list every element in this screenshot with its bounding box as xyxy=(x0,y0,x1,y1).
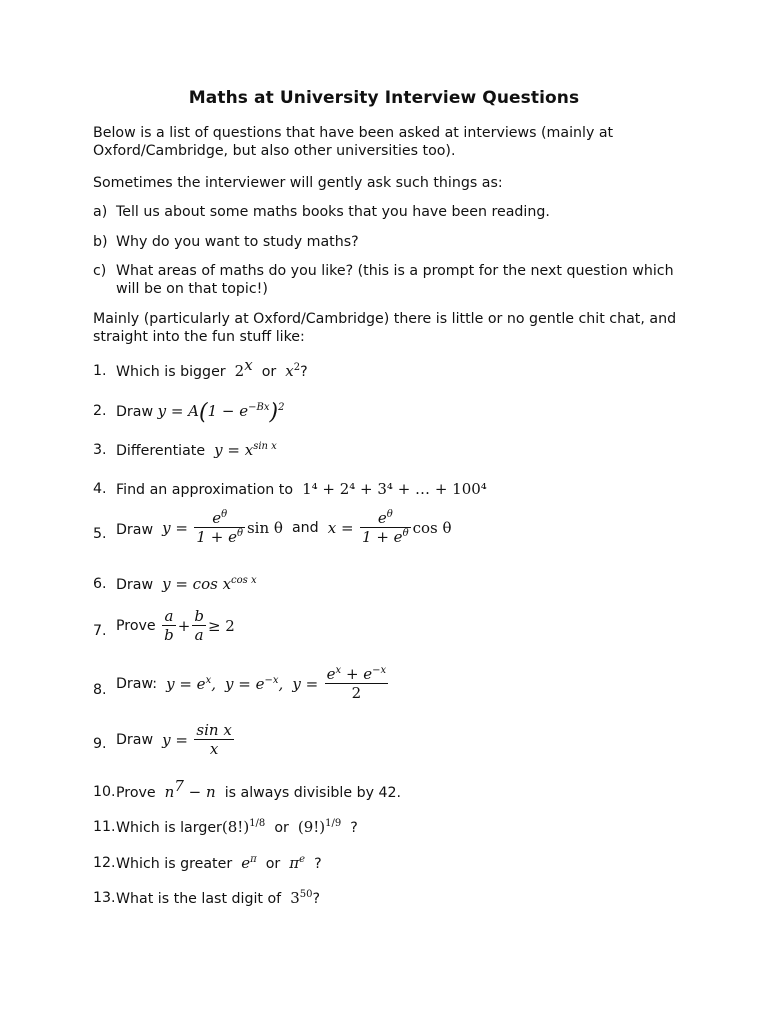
page-title: Maths at University Interview Questions xyxy=(188,88,580,108)
question-text: Differentiate xyxy=(116,443,206,459)
gentle-intro: Sometimes the interviewer will gently ask such things as: xyxy=(93,175,503,191)
intro-paragraph: Below is a list of questions that have been asked at interviews (mainly at Oxford/Cambridge, but also other universities too). xyxy=(93,125,614,159)
mainly-paragraph: Mainly (particularly at Oxford/Cambridge) there is little or no gentle chit chat, and straight into the fun stuff like: xyxy=(93,311,677,345)
question-text: Prove xyxy=(116,617,156,634)
list-text: Why do you want to study maths? xyxy=(116,234,359,250)
math-fraction: $\frac{a}{b}$ xyxy=(164,607,174,644)
math-expression: $(8!)^{1/8}$ xyxy=(221,818,266,836)
math-expression: $(9!)^{1/9}$ xyxy=(297,818,342,836)
question-text: or xyxy=(261,364,277,380)
question-number: 6. xyxy=(93,576,107,592)
question-number: 5. xyxy=(93,526,107,542)
question-number: 4. xyxy=(93,481,107,497)
question-text: or xyxy=(265,856,281,872)
question-text: Draw: xyxy=(116,675,158,692)
math-expression: $e^\pi$ xyxy=(241,854,257,872)
question-text: is always divisible by 42. xyxy=(224,785,402,801)
question-number: 3. xyxy=(93,442,107,458)
question-text: Which is bigger xyxy=(116,364,226,380)
math-expression: $\pi^e$ xyxy=(289,854,306,872)
question-text: and xyxy=(291,519,319,536)
question-number: 7. xyxy=(93,623,107,639)
question-text: What is the last digit of xyxy=(116,891,282,907)
question-number: 10. xyxy=(93,784,116,800)
list-label: a) xyxy=(93,204,108,220)
math-expression: $y = x^{sin x}$ xyxy=(214,441,277,459)
math-expression: 1⁴ + 2⁴ + 3⁴ + … + 100⁴ xyxy=(302,480,487,498)
question-text: Draw xyxy=(116,731,154,748)
math-expression: y = xyxy=(162,518,188,537)
question-text: Which is greater xyxy=(116,856,233,872)
question-text: Draw xyxy=(116,404,154,420)
math-expression: y = xyxy=(292,674,319,693)
question-text: Find an approximation to xyxy=(116,482,294,498)
question-number: 1. xyxy=(93,363,107,379)
question-number: 8. xyxy=(93,682,107,698)
math-expression: ≥ 2 xyxy=(207,616,235,635)
math-expression: $x^2$ xyxy=(285,362,301,380)
math-expression: y = xyxy=(162,730,188,749)
question-number: 2. xyxy=(93,403,107,419)
math-expression: $y = e^x$, xyxy=(166,674,216,693)
math-expression: cos θ xyxy=(412,518,452,537)
math-expression: 2$^x$ xyxy=(234,356,253,380)
question-text: Draw xyxy=(116,577,154,593)
question-number: 11. xyxy=(93,819,116,835)
question-text: Prove xyxy=(116,785,156,801)
question-text: Which is larger xyxy=(116,820,222,836)
list-label: c) xyxy=(93,263,107,279)
question-text: Draw xyxy=(116,521,154,538)
math-expression: $y = A(1 - e^{-Bx})^2$ xyxy=(157,400,285,425)
math-expression: $3^{50}$ xyxy=(290,889,313,907)
math-expression: sin θ xyxy=(246,518,283,537)
math-fraction: $\frac{e^x + e^{-x}}{2}$ xyxy=(326,665,387,702)
math-expression: $y = \cos x^{cos x}$ xyxy=(162,575,257,593)
question-number: 12. xyxy=(93,855,116,871)
math-fraction: $\frac{e^\theta}{1 + e^\theta}$ xyxy=(196,509,243,546)
math-expression: $n^7 - n$ xyxy=(164,777,216,801)
math-expression: $y = e^{-x}$, xyxy=(225,674,284,693)
list-label: b) xyxy=(93,234,108,250)
math-fraction: $\frac{e^\theta}{1 + e^\theta}$ xyxy=(362,509,409,546)
math-fraction: $\frac{\text{sin x}}{x}$ xyxy=(196,721,232,758)
math-fraction: $\frac{b}{a}$ xyxy=(194,607,204,644)
list-text: What areas of maths do you like? (this is a prompt for the next question which will be on that topic!) xyxy=(116,263,674,297)
question-text: or xyxy=(274,820,289,836)
math-expression: x = xyxy=(327,518,354,537)
list-text: Tell us about some maths books that you have been reading. xyxy=(116,204,550,220)
document-page: Maths at University Interview Questions Below is a list of questions that have been asked at interviews (mainly at Oxford/Cambridge, but also other universities too). Sometimes the interviewer will gently ask such things as: a) Tell us about some maths books that you have been reading. b) Why do you want to study maths? c) What areas of maths do you like? (this is a prompt for the next question which will be on that topic!) Mainly (particularly at Oxford/Cambridge) there is little or no gentle chit chat, and straight into the fun stuff like: 1. Which is bigger 2$^x$ or $x^2$? 2. Draw $y = A(1 - e^{-Bx})^2$ 3. Differentiate $y = x^{sin x}$ 4. Find an approximation to 1⁴ + 2⁴ + 3⁴ + … + 100⁴ 5. Draw y = $\frac{e^\theta}{1 + e^\theta}$ sin θ and x = $\frac{e^\theta}{1 + e^\theta}$ cos θ 6. Draw $y = \cos x^{cos x}$ 7. Prove $\frac{a}{b}$ + $\frac{b}{a}$ ≥ 2 8. Draw: $y = e^x$, $y = e^{-x}$, y = $\frac{e^x + e^{-x}}{2}$ 9. Draw y = $\frac{\text{sin x}}{x}$ 10. Prove $n^7 - n$ is always divisible by 42. 11. Which is $larger(8!)^{1/8}$ or $(9!)^{1/9}$ ? 12. Which is greater $e^\pi$ or $\pi^e$ ? 13. What is the last digit of $3^{50}$? xyxy=(0,0,768,1024)
question-number: 13. xyxy=(93,890,116,906)
question-number: 9. xyxy=(93,736,107,752)
